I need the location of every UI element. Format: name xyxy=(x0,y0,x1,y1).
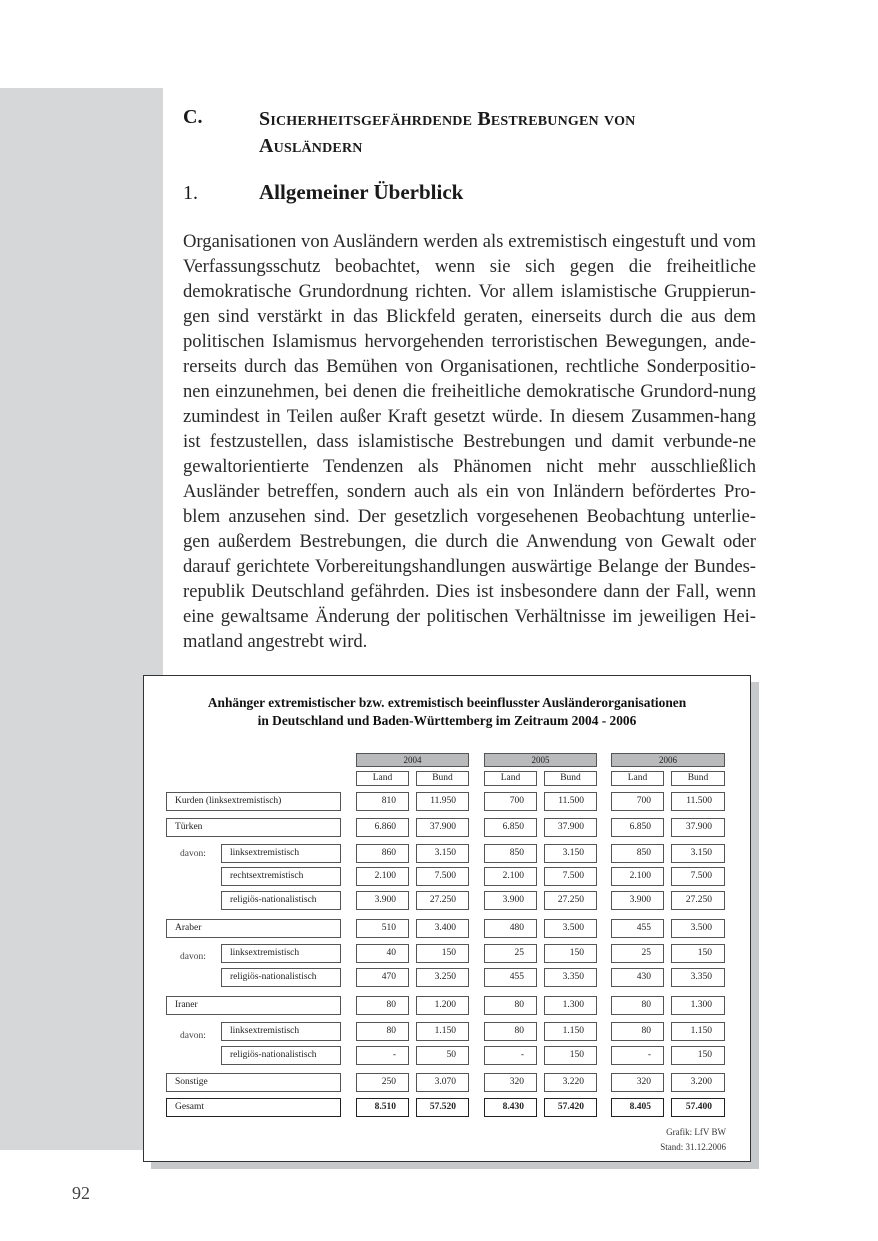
table-cell: 6.850 xyxy=(611,818,664,837)
table-cell: 3.070 xyxy=(416,1073,469,1092)
table-cell: 7.500 xyxy=(671,867,725,886)
row-label: Araber xyxy=(166,919,341,938)
table-cell: 37.900 xyxy=(544,818,597,837)
table-cell: 7.500 xyxy=(544,867,597,886)
table-cell: 80 xyxy=(356,996,409,1015)
davon-label-iraner: davon: xyxy=(180,1031,206,1041)
table-cell: 11.950 xyxy=(416,792,469,811)
table-cell: - xyxy=(611,1046,664,1065)
section-c-title: Sicherheitsgefährdende Bestrebungen von Ausländern xyxy=(259,108,636,157)
table-cell: 850 xyxy=(484,844,537,863)
row-label: religiös-nationalistisch xyxy=(221,891,341,910)
page-sidebar-band xyxy=(0,88,163,1150)
table-cell: 11.500 xyxy=(544,792,597,811)
table-cell: 3.200 xyxy=(671,1073,725,1092)
row-label: Sonstige xyxy=(166,1073,341,1092)
table-cell: 3.900 xyxy=(484,891,537,910)
table-cell: 80 xyxy=(484,1022,537,1041)
table-cell: 150 xyxy=(671,944,725,963)
table-cell: 1.150 xyxy=(416,1022,469,1041)
table-cell: 80 xyxy=(611,1022,664,1041)
subheader-bund: Bund xyxy=(544,771,597,786)
row-label: Türken xyxy=(166,818,341,837)
table-cell: 1.150 xyxy=(544,1022,597,1041)
year-header-2004: 2004 xyxy=(356,753,469,767)
subheader-land: Land xyxy=(356,771,409,786)
table-cell: 3.350 xyxy=(544,968,597,987)
table-cell: 2.100 xyxy=(611,867,664,886)
table-cell: 6.850 xyxy=(484,818,537,837)
statistics-figure xyxy=(143,675,751,1162)
table-cell: 430 xyxy=(611,968,664,987)
table-cell: 3.250 xyxy=(416,968,469,987)
table-cell: 7.500 xyxy=(416,867,469,886)
section-1-title: Allgemeiner Überblick xyxy=(259,180,464,204)
table-cell: 25 xyxy=(611,944,664,963)
table-cell: 27.250 xyxy=(671,891,725,910)
subheader-land: Land xyxy=(484,771,537,786)
table-cell: 80 xyxy=(611,996,664,1015)
table-cell: 57.520 xyxy=(416,1098,469,1117)
table-cell: 3.900 xyxy=(356,891,409,910)
table-cell: 57.420 xyxy=(544,1098,597,1117)
table-cell: 860 xyxy=(356,844,409,863)
table-cell: 80 xyxy=(356,1022,409,1041)
table-cell: 480 xyxy=(484,919,537,938)
page-number: 92 xyxy=(72,1183,90,1203)
table-cell: 3.900 xyxy=(611,891,664,910)
table-cell: 8.510 xyxy=(356,1098,409,1117)
table-cell: 3.150 xyxy=(416,844,469,863)
body-paragraph: Organisationen von Ausländern werden als extremistisch eingestuft und vom Verfassungsschutz beobachtet, wenn sie sich gegen die freiheitliche demokratische Grundordnung richten. Vor allem islamistische Gruppierun-gen sind verstärkt in das Blickfeld geraten, einerseits durch die aus dem politischen Islamismus hervorgehenden terroristischen Bewegungen, ande-rerseits durch das Bemühen von Organisationen, rechtliche Sonderpositio-nen einzunehmen, bei denen die freiheitliche demokratische Grundord-nung zumindest in Teilen außer Kraft gesetzt würde. In diesem Zusammen-hang ist festzustellen, dass islamistische Bestrebungen und damit verbunde-ne gewaltorientierte Tendenzen als Phänomen nicht mehr ausschließlich Ausländer betreffen, sondern auch als ein von Inländern befördertes Pro-blem anzusehen sind. Der gesetzlich vorgesehenen Beobachtung unterlie-gen außerdem Bestrebungen, die durch die Anwendung von Gewalt oder darauf gerichtete Vorbereitungshandlungen auswärtige Belange der Bundes-republik Deutschland gefährden. Dies ist insbesondere dann der Fall, wenn eine gewaltsame Änderung der politischen Verhältnisse im jeweiligen Hei-matland angestrebt wird. xyxy=(183,231,756,652)
table-cell: - xyxy=(356,1046,409,1065)
table-cell: 1.150 xyxy=(671,1022,725,1041)
table-cell: 3.500 xyxy=(544,919,597,938)
row-label: Kurden (linksextremistisch) xyxy=(166,792,341,811)
table-cell: 80 xyxy=(484,996,537,1015)
table-cell: 37.900 xyxy=(416,818,469,837)
table-cell: 3.350 xyxy=(671,968,725,987)
row-label: linksextremistisch xyxy=(221,1022,341,1041)
table-cell: 455 xyxy=(611,919,664,938)
table-cell: 455 xyxy=(484,968,537,987)
table-cell: 2.100 xyxy=(356,867,409,886)
table-cell: 1.300 xyxy=(544,996,597,1015)
table-cell: 8.430 xyxy=(484,1098,537,1117)
table-cell: 150 xyxy=(544,944,597,963)
table-cell: 150 xyxy=(671,1046,725,1065)
table-cell: 50 xyxy=(416,1046,469,1065)
table-cell: 320 xyxy=(484,1073,537,1092)
table-cell: 1.200 xyxy=(416,996,469,1015)
table-cell: 25 xyxy=(484,944,537,963)
table-cell: 3.400 xyxy=(416,919,469,938)
table-cell: 1.300 xyxy=(671,996,725,1015)
table-cell: 27.250 xyxy=(416,891,469,910)
figure-title-line-1: Anhänger extremistischer bzw. extremistisch beeinflusster Ausländerorganisationen xyxy=(207,695,687,710)
table-cell: 810 xyxy=(356,792,409,811)
table-cell: - xyxy=(484,1046,537,1065)
subheader-bund: Bund xyxy=(671,771,725,786)
table-cell: 6.860 xyxy=(356,818,409,837)
row-label: religiös-nationalistisch xyxy=(221,1046,341,1065)
row-label: Gesamt xyxy=(166,1098,341,1117)
table-cell: 150 xyxy=(416,944,469,963)
year-header-2006: 2006 xyxy=(611,753,725,767)
table-cell: 150 xyxy=(544,1046,597,1065)
section-1-number: 1. xyxy=(183,182,198,204)
subheader-bund: Bund xyxy=(416,771,469,786)
table-cell: 510 xyxy=(356,919,409,938)
table-cell: 700 xyxy=(484,792,537,811)
figure-title xyxy=(144,694,750,730)
table-cell: 850 xyxy=(611,844,664,863)
table-cell: 3.220 xyxy=(544,1073,597,1092)
section-c-letter: C. xyxy=(183,106,203,128)
table-cell: 57.400 xyxy=(671,1098,725,1117)
figure-title-line-2: in Deutschland und Baden-Württemberg im Zeitraum 2004 - 2006 xyxy=(257,713,637,728)
row-label: linksextremistisch xyxy=(221,944,341,963)
table-cell: 8.405 xyxy=(611,1098,664,1117)
table-cell: 700 xyxy=(611,792,664,811)
table-cell: 3.150 xyxy=(671,844,725,863)
figure-date: Stand: 31.12.2006 xyxy=(660,1142,726,1152)
table-cell: 250 xyxy=(356,1073,409,1092)
figure-credit: Grafik: LfV BW xyxy=(666,1127,726,1137)
year-header-2005: 2005 xyxy=(484,753,597,767)
table-cell: 11.500 xyxy=(671,792,725,811)
table-cell: 3.500 xyxy=(671,919,725,938)
row-label: religiös-nationalistisch xyxy=(221,968,341,987)
table-cell: 320 xyxy=(611,1073,664,1092)
table-cell: 470 xyxy=(356,968,409,987)
table-cell: 40 xyxy=(356,944,409,963)
table-cell: 37.900 xyxy=(671,818,725,837)
row-label: rechtsextremistisch xyxy=(221,867,341,886)
table-cell: 2.100 xyxy=(484,867,537,886)
subheader-land: Land xyxy=(611,771,664,786)
davon-label-araber: davon: xyxy=(180,952,206,962)
table-cell: 3.150 xyxy=(544,844,597,863)
row-label: linksextremistisch xyxy=(221,844,341,863)
davon-label-tuerken: davon: xyxy=(180,849,206,859)
table-cell: 27.250 xyxy=(544,891,597,910)
row-label: Iraner xyxy=(166,996,341,1015)
